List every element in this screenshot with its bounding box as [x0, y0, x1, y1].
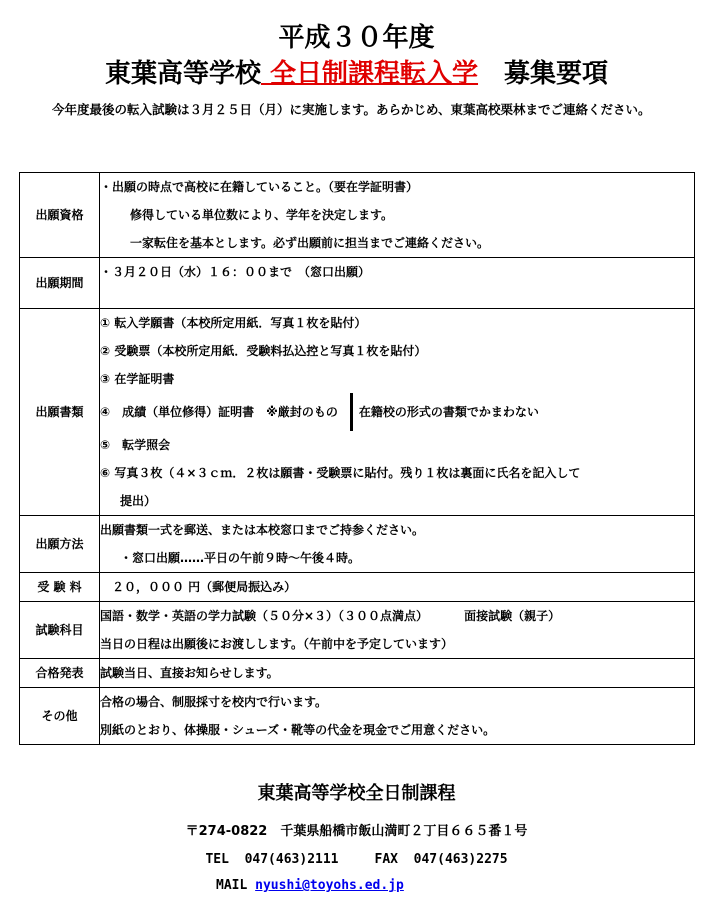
- content-period: [100, 258, 695, 309]
- document-item: [100, 393, 694, 431]
- subjects-interview: 面接試験（親子）: [464, 609, 561, 623]
- tel-label: TEL: [205, 852, 229, 867]
- table-row: [20, 602, 695, 659]
- table-row: [20, 688, 695, 745]
- other-line: 別紙のとおり、体操服・シューズ・靴等の代金を現金でご用意ください。: [100, 723, 496, 737]
- label-documents: 出願書類: [20, 309, 100, 516]
- requirements-table: [19, 172, 695, 745]
- intro-text: 今年度最後の転入試験は３月２５日（月）に実施します。あらかじめ、東葉高校栗林までご連絡ください。: [52, 102, 651, 117]
- document-title: [0, 56, 713, 92]
- table-row: [20, 309, 695, 516]
- program-name: 全日制課程転入学: [260, 59, 479, 89]
- content-method: [100, 516, 695, 573]
- fax-label: FAX: [374, 852, 398, 867]
- bracket-mark: [350, 393, 353, 431]
- mail-label: MAIL: [216, 878, 248, 893]
- content-qualification: [100, 173, 695, 258]
- footer-school-name: 東葉高等学校全日制課程: [257, 783, 456, 804]
- document-item: ① 転入学願書（本校所定用紙．写真１枚を貼付）: [100, 316, 367, 330]
- tel-number: 047(463)2111: [244, 852, 339, 867]
- qualification-line: 修得している単位数により、学年を決定します。: [130, 208, 394, 222]
- qualification-line: 一家転住を基本とします。必ず出願前に担当までご連絡ください。: [130, 236, 490, 250]
- period-text: ・３月２０日（水）１６：００まで （窓口出願）: [100, 265, 371, 279]
- label-fee: 受 験 料: [20, 573, 100, 602]
- mail-link[interactable]: nyushi@toyohs.ed.jp: [255, 878, 404, 893]
- footer-address: 〒274-0822 千葉県船橋市飯山満町２丁目６６５番１号: [185, 824, 528, 839]
- document-item-note: 在籍校の形式の書類でかまわない: [358, 405, 539, 419]
- fax-number: 047(463)2275: [413, 852, 508, 867]
- fee-text: ２０，０００ 円（郵便局振込み）: [100, 580, 297, 594]
- subjects-written: 国語・数学・英語の学力試験（５０分×３）（３００点満点）: [100, 609, 429, 623]
- label-method: 出願方法: [20, 516, 100, 573]
- content-fee: [100, 573, 695, 602]
- label-qualification: 出願資格: [20, 173, 100, 258]
- content-announcement: [100, 659, 695, 688]
- other-line: 合格の場合、制服採寸を校内で行います。: [100, 695, 328, 709]
- document-item: ③ 在学証明書: [100, 372, 175, 386]
- title-suffix: 募集要項: [478, 59, 609, 89]
- announcement-text: 試験当日、直接お知らせします。: [100, 666, 279, 680]
- label-announcement: 合格発表: [20, 659, 100, 688]
- document-item: ⑤ 転学照会: [100, 438, 171, 452]
- footer-phone: [0, 850, 713, 870]
- content-documents: [100, 309, 695, 516]
- table-row: [20, 516, 695, 573]
- table-row: [20, 659, 695, 688]
- table-row: [20, 173, 695, 258]
- document-item: ⑥ 写真３枚（４×３ｃｍ．２枚は願書・受験票に貼付。残り１枚は裏面に氏名を記入して: [100, 466, 581, 480]
- qualification-line: ・出願の時点で高校に在籍していること。（要在学証明書）: [100, 180, 419, 194]
- footer-mail: [216, 876, 404, 896]
- content-subjects: [100, 602, 695, 659]
- label-subjects: 試験科目: [20, 602, 100, 659]
- document-title-year: 平成３０年度: [278, 23, 435, 53]
- subjects-line: [100, 602, 694, 630]
- document-item-text: ④ 成績（単位修得）証明書 ※厳封のもの: [100, 405, 338, 419]
- document-item: ② 受験票（本校所定用紙．受験料払込控と写真１枚を貼付）: [100, 344, 427, 358]
- content-other: [100, 688, 695, 745]
- label-period: 出願期間: [20, 258, 100, 309]
- subjects-line: 当日の日程は出願後にお渡しします。（午前中を予定しています）: [100, 637, 454, 651]
- table-row: [20, 258, 695, 309]
- method-line: 出願書類一式を郵送、または本校窓口までご持参ください。: [100, 523, 425, 537]
- label-other: その他: [20, 688, 100, 745]
- table-row: [20, 573, 695, 602]
- method-line: ・窓口出願……平日の午前９時〜午後４時。: [120, 551, 361, 565]
- school-name: 東葉高等学校: [104, 59, 261, 89]
- document-item: 提出）: [120, 494, 157, 508]
